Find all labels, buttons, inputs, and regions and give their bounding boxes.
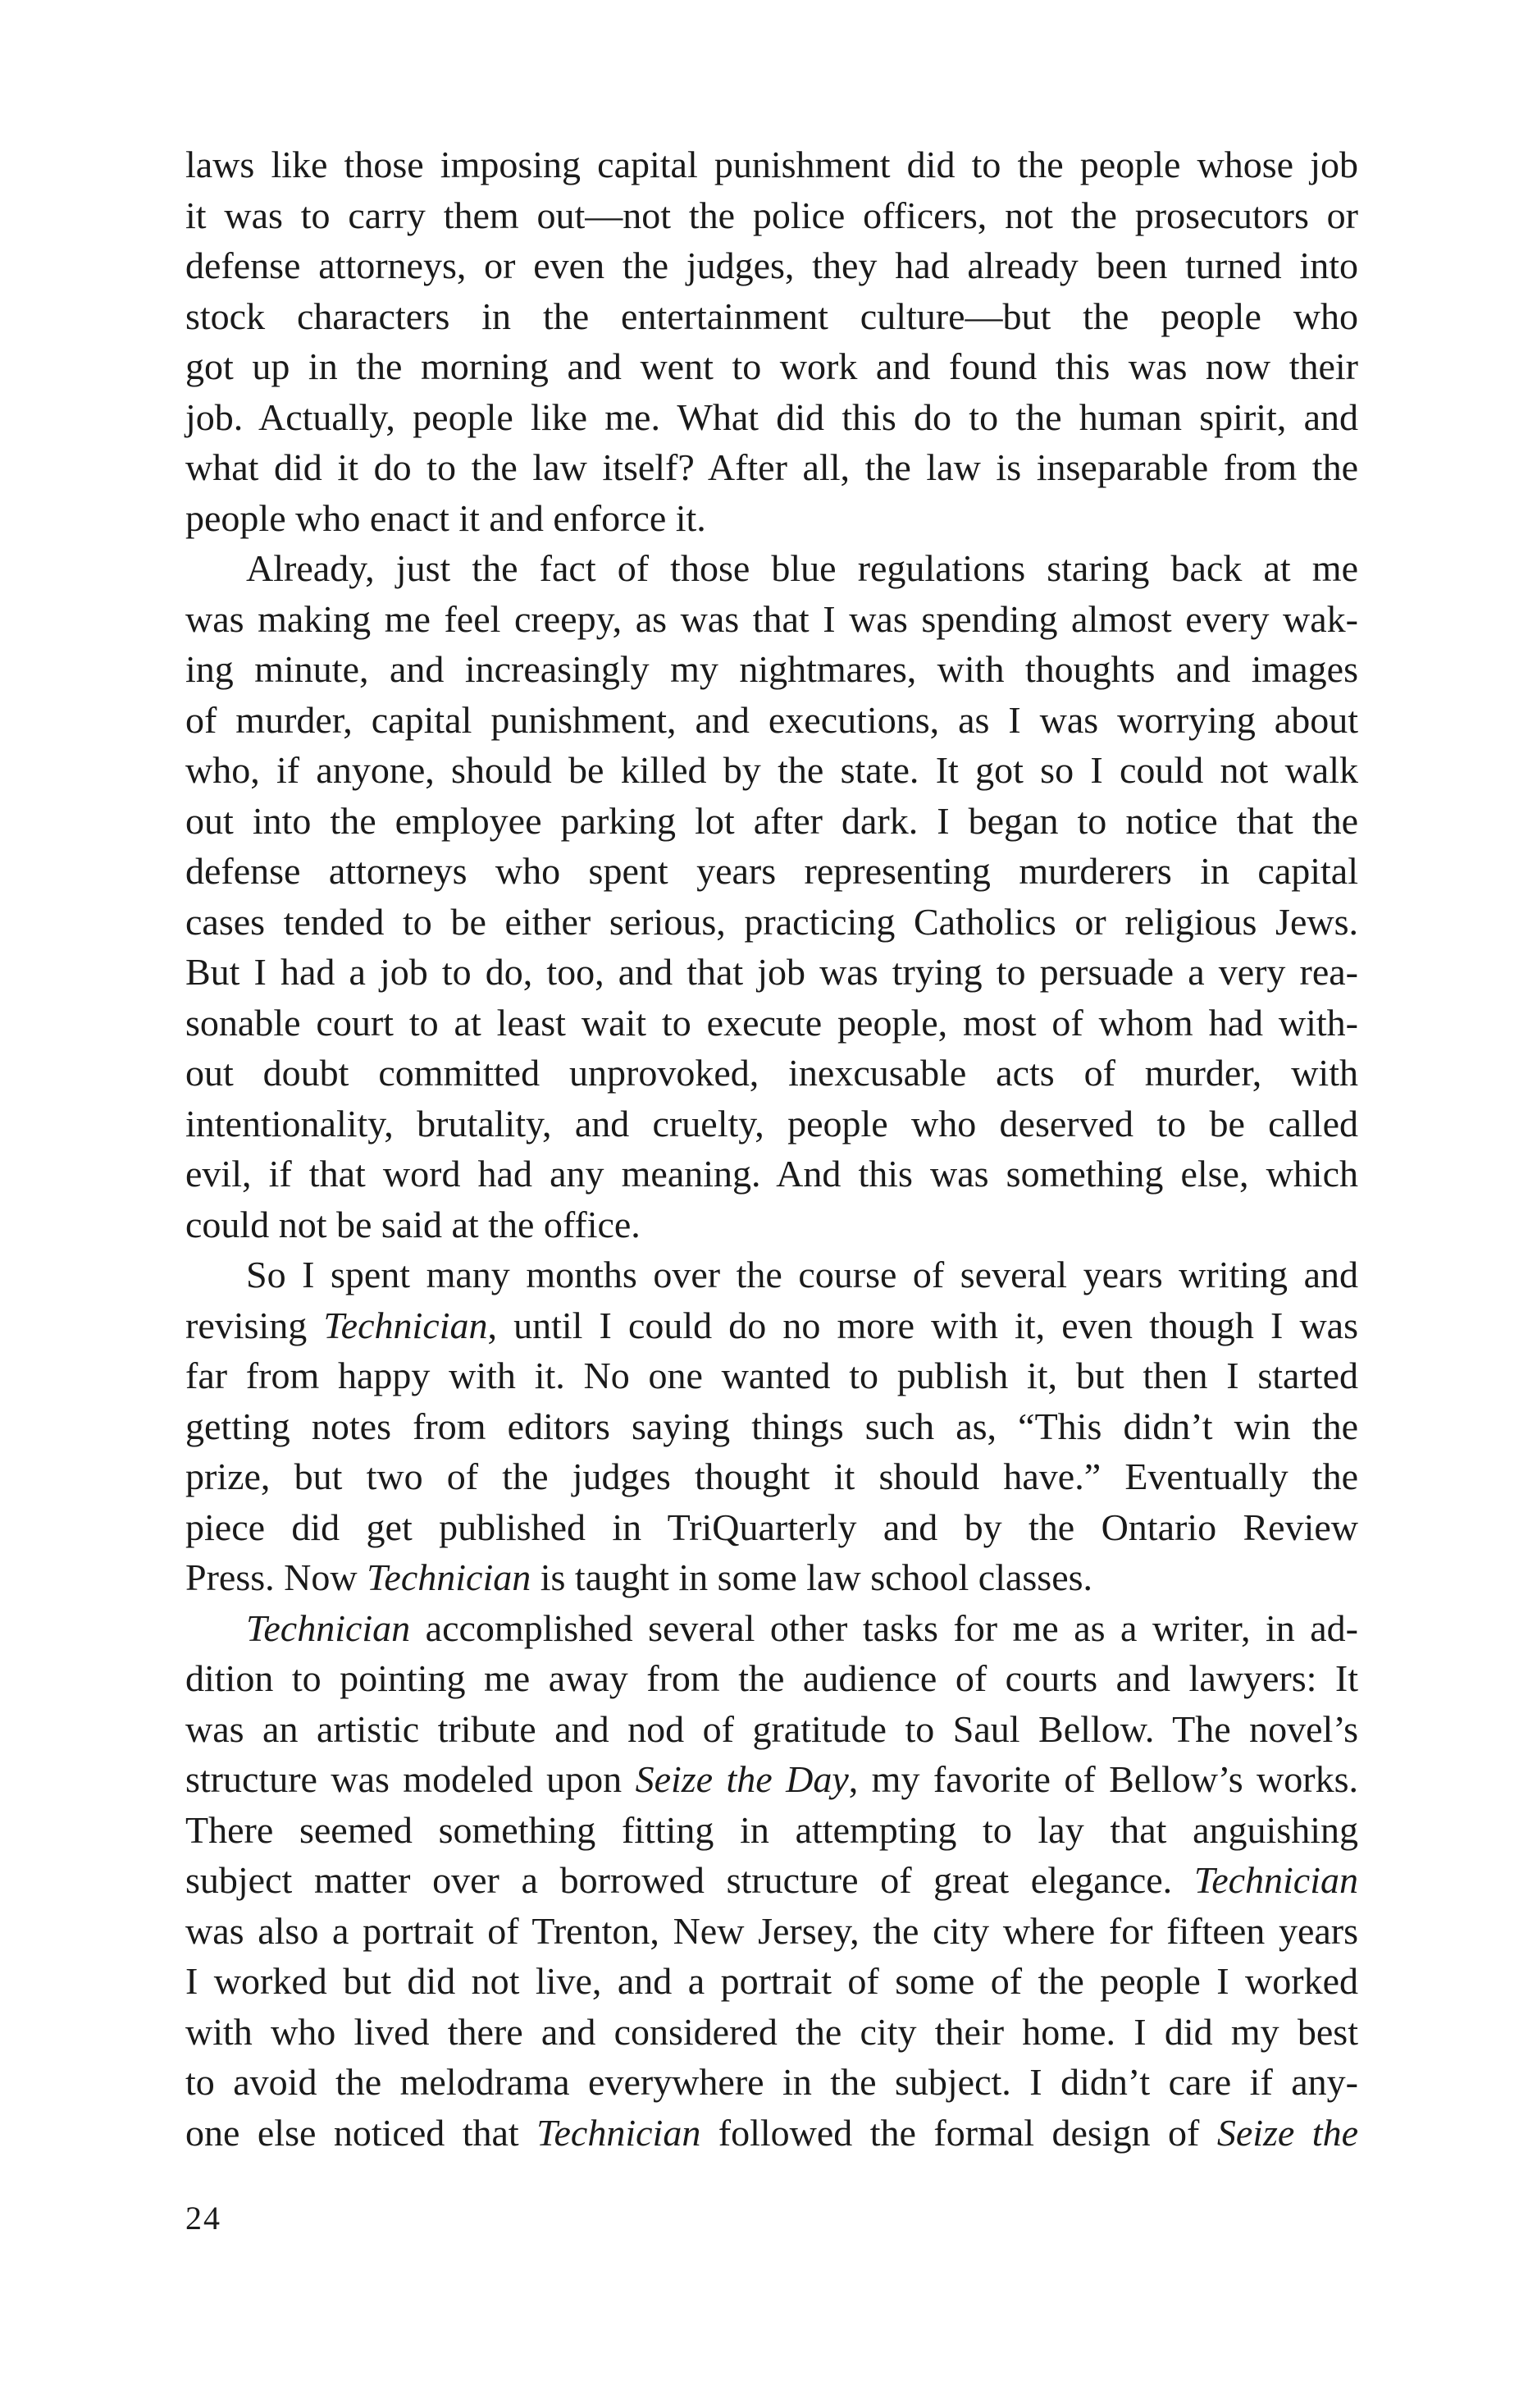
text-line: subject matter over a borrowed structure of great elegance. Technician — [185, 1859, 1358, 1901]
text-line: structure was modeled upon Seize the Day, my favorite of Bellow’s works. — [185, 1758, 1358, 1800]
text-line: far from happy with it. No one wanted to publish it, but then I started — [185, 1355, 1358, 1396]
paragraph — [185, 1250, 1358, 1603]
text-line: stock characters in the entertainment culture—but the people who — [185, 295, 1358, 337]
text-line: what did it do to the law itself? After all, the law is inseparable from the — [185, 446, 1358, 488]
page-number: 24 — [185, 2200, 221, 2237]
text-line: Already, just the fact of those blue regulations staring back at me — [246, 547, 1358, 589]
text-line: There seemed something fitting in attempting to lay that anguishing — [185, 1808, 1358, 1851]
text-line: got up in the morning and went to work and found this was now their — [185, 345, 1358, 387]
text-line: people who enact it and enforce it. — [185, 496, 706, 539]
text-line: cases tended to be either serious, practicing Catholics or religious Jews. — [185, 900, 1358, 943]
text-line: Press. Now Technician is taught in some law school classes. — [185, 1556, 1093, 1598]
text-line: of murder, capital punishment, and executions, as I was worrying about — [185, 698, 1358, 741]
text-line: laws like those imposing capital punishment did to the people whose job — [185, 144, 1358, 185]
text-line: with who lived there and considered the city their home. I did my best — [185, 2010, 1358, 2053]
text-line: revising Technician, until I could do no more with it, even though I was — [185, 1304, 1358, 1346]
text-line: evil, if that word had any meaning. And this was something else, which — [185, 1153, 1358, 1195]
text-line: intentionality, brutality, and cruelty, people who deserved to be called — [185, 1102, 1358, 1145]
text-line: it was to carry them out—not the police officers, not the prosecutors or — [185, 194, 1358, 236]
text-line: out doubt committed unprovoked, inexcusable acts of murder, with — [185, 1052, 1358, 1094]
text-line: I worked but did not live, and a portrait of some of the people I worked — [185, 1960, 1358, 2002]
text-line: dition to pointing me away from the audience of courts and lawyers: It — [185, 1657, 1358, 1699]
text-line: So I spent many months over the course of several years writing and — [246, 1254, 1358, 1295]
text-line: was an artistic tribute and nod of gratitude to Saul Bellow. The novel’s — [185, 1707, 1358, 1750]
paragraph — [185, 543, 1358, 1250]
text-line: prize, but two of the judges thought it should have.” Eventually the — [185, 1455, 1358, 1497]
text-line: one else noticed that Technician followed the formal design of Seize the — [185, 2111, 1358, 2154]
text-line: could not be said at the office. — [185, 1203, 641, 1245]
text-line: sonable court to at least wait to execute people, most of whom had with- — [185, 1001, 1358, 1044]
text-line: defense attorneys, or even the judges, they had already been turned into — [185, 244, 1358, 286]
paragraph — [185, 1603, 1358, 2159]
text-line: out into the employee parking lot after dark. I began to notice that the — [185, 799, 1358, 842]
text-line: getting notes from editors saying things such as, “This didn’t win the — [185, 1405, 1358, 1447]
body-text — [185, 139, 1358, 2158]
text-line: defense attorneys who spent years representing murderers in capital — [185, 850, 1358, 892]
text-line: who, if anyone, should be killed by the state. It got so I could not walk — [185, 749, 1358, 791]
text-line: But I had a job to do, too, and that job was trying to persuade a very rea- — [185, 951, 1358, 993]
text-line: Technician accomplished several other tasks for me as a writer, in ad- — [246, 1606, 1358, 1649]
text-line: piece did get published in TriQuarterly and by the Ontario Review — [185, 1506, 1358, 1548]
text-line: was also a portrait of Trenton, New Jersey, the city where for fifteen years — [185, 1909, 1358, 1952]
text-line: job. Actually, people like me. What did this do to the human spirit, and — [185, 395, 1358, 438]
text-line: to avoid the melodrama everywhere in the subject. I didn’t care if any- — [185, 2061, 1358, 2103]
text-line: ing minute, and increasingly my nightmares, with thoughts and images — [185, 648, 1358, 690]
paragraph — [185, 139, 1358, 543]
text-line: was making me feel creepy, as was that I was spending almost every wak- — [185, 597, 1358, 640]
